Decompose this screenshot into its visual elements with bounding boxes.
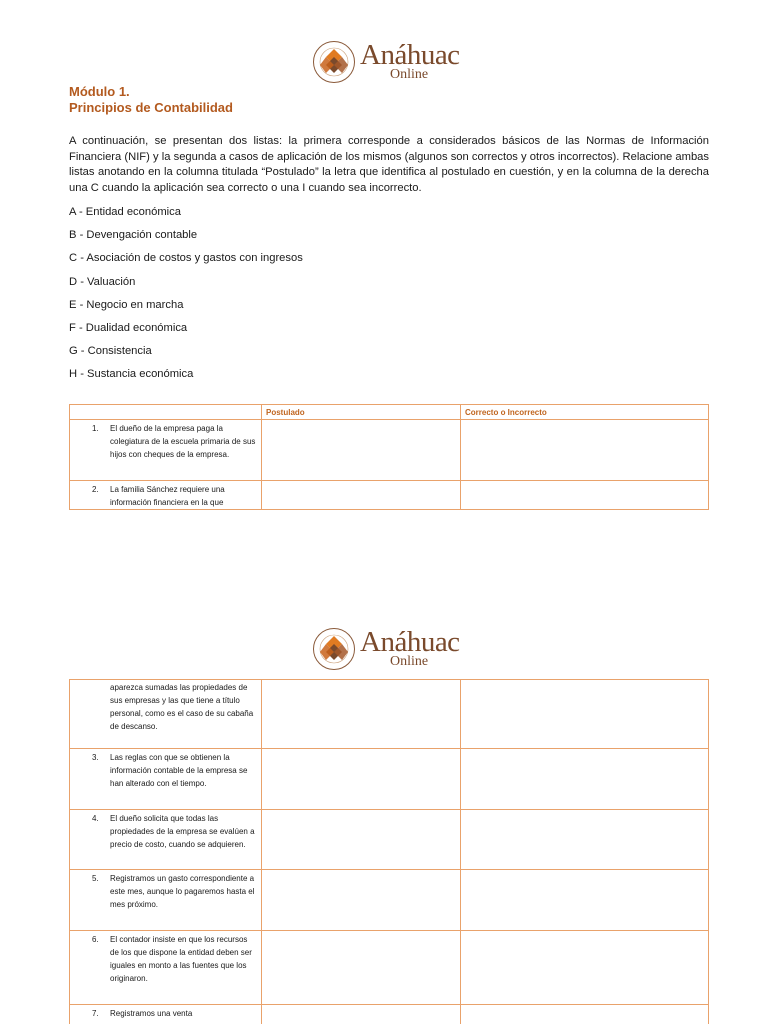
logo-wordmark: Anáhuac — [360, 39, 460, 71]
correcto-cell[interactable] — [461, 680, 709, 749]
logo-wordmark: Anáhuac — [360, 626, 460, 658]
correcto-cell[interactable] — [461, 481, 709, 510]
postulado-cell[interactable] — [262, 420, 461, 481]
table-row — [70, 931, 709, 1005]
university-seal-icon — [312, 627, 356, 671]
principles-list — [69, 205, 303, 391]
postulado-cell[interactable] — [262, 481, 461, 510]
correcto-cell[interactable] — [461, 1005, 709, 1024]
postulado-cell[interactable] — [262, 749, 461, 810]
logo-subtitle: Online — [390, 67, 429, 82]
case-cell — [70, 749, 262, 810]
case-cell — [70, 810, 262, 870]
correcto-cell[interactable] — [461, 810, 709, 870]
case-cell — [70, 420, 262, 481]
case-text-continuation: aparezca sumadas las propiedades de sus empresas y las que tiene a título personal, como es el caso de su cabaña de descanso. — [110, 683, 254, 732]
case-number: 3. — [92, 753, 99, 762]
correcto-cell[interactable] — [461, 749, 709, 810]
postulado-cell[interactable] — [262, 931, 461, 1005]
case-number: 6. — [92, 935, 99, 944]
case-number: 1. — [92, 424, 99, 434]
case-number: 7. — [92, 1009, 99, 1018]
principle-item: F - Dualidad económica — [69, 321, 188, 334]
table-row — [70, 749, 709, 810]
case-number: 5. — [92, 874, 99, 883]
table-row — [70, 1005, 709, 1024]
principle-item: C - Asociación de costos y gastos con ingresos — [69, 252, 303, 265]
module-title: Módulo 1. — [69, 84, 130, 99]
case-text: Las reglas con que se obtienen la información contable de la empresa se han alterado con el tiempo. — [110, 753, 248, 789]
case-cell — [70, 481, 262, 510]
anahuac-online-logo — [312, 40, 458, 86]
anahuac-online-logo-page-2 — [312, 627, 458, 673]
postulado-cell[interactable] — [262, 870, 461, 931]
case-cell — [70, 870, 262, 931]
principle-item: A - Entidad económica — [69, 206, 181, 218]
postulado-cell[interactable] — [262, 1005, 461, 1024]
case-text: Registramos un gasto correspondiente a este mes, aunque lo pagaremos hasta el mes próximo. — [110, 874, 255, 910]
table-row — [70, 481, 709, 510]
instructions-paragraph: A continuación, se presentan dos listas: la primera corresponde a considerados básicos de las Normas de Información Financiera (NIF) y la segunda a casos de aplicación de los mismos (algunos son correctos y otros incorrectos). Relacione ambas listas anotando en la columna titulada “Postulado” la letra que identifica al postulado en cuestión, y en la columna de la derecha una C cuando la aplicación sea correcto o una I cuando sea incorrecto. — [69, 135, 709, 194]
table-header-row — [70, 405, 709, 420]
cases-table-page-1 — [69, 404, 709, 510]
logo-subtitle: Online — [390, 654, 429, 669]
principle-item: D - Valuación — [69, 275, 136, 288]
case-text: La familia Sánchez requiere una información financiera en la que — [110, 485, 225, 508]
case-text: Registramos una venta — [110, 1009, 193, 1018]
case-cell — [70, 931, 262, 1005]
case-number: 4. — [92, 814, 99, 823]
university-seal-icon — [312, 40, 356, 84]
correcto-cell[interactable] — [461, 931, 709, 1005]
correcto-column-header: Correcto o Incorrecto — [461, 405, 709, 420]
case-cell — [70, 1005, 262, 1024]
case-column-header — [70, 405, 262, 420]
case-text: El contador insiste en que los recursos de los que dispone la entidad deben ser iguales en monto a las fuentes que los originaron. — [110, 935, 252, 984]
correcto-cell[interactable] — [461, 870, 709, 931]
subject-title: Principios de Contabilidad — [69, 100, 233, 115]
principle-item: E - Negocio en marcha — [69, 298, 184, 311]
cases-table-page-2 — [69, 679, 709, 1024]
principle-item: B - Devengación contable — [69, 229, 198, 242]
postulado-column-header: Postulado — [262, 405, 461, 420]
case-text: El dueño solicita que todas las propiedades de la empresa se evalúen a precio de costo, cuando se adquieren. — [110, 814, 255, 850]
correcto-cell[interactable] — [461, 420, 709, 481]
table-row — [70, 870, 709, 931]
postulado-cell[interactable] — [262, 810, 461, 870]
case-number: 2. — [92, 485, 99, 495]
table-row — [70, 680, 709, 749]
postulado-cell[interactable] — [262, 680, 461, 749]
case-cell — [70, 680, 262, 749]
table-row — [70, 420, 709, 481]
principle-item: G - Consistencia — [69, 345, 152, 358]
principle-item: H - Sustancia económica — [69, 368, 194, 381]
table-row — [70, 810, 709, 870]
case-text: El dueño de la empresa paga la colegiatura de la escuela primaria de sus hijos con cheques de la empresa. — [110, 424, 256, 460]
